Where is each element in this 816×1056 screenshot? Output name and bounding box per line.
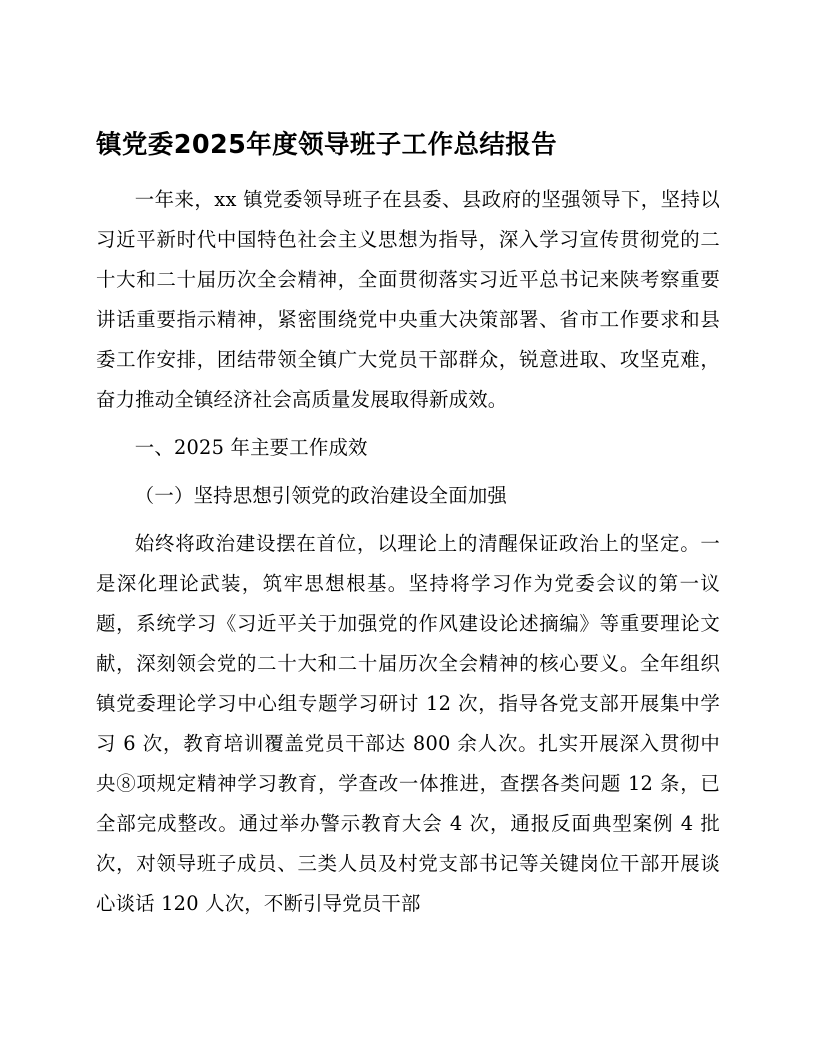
section-heading-2: （一）坚持思想引领党的政治建设全面加强 (134, 484, 508, 508)
page-title: 镇党委2025年度领导班子工作总结报告 (96, 130, 558, 160)
section-heading-1: 一、2025 年主要工作成效 (134, 436, 368, 460)
paragraph-body-1: 始终将政治建设摆在首位，以理论上的清醒保证政治上的坚定。一是深化理论武装，筑牢思想根基。坚持将学习作为党委会议的第一议题，系统学习《习近平关于加强党的作风建设论述摘编》等重要理论文献，深刻领会党的二十大和二十届历次全会精神的核心要义。全年组织镇党委理论学习中心组专题学习研讨 12 次，指导各党支部开展集中学习 6 次，教育培训覆盖党员干部达 800 余人次。扎实开展深入贯彻中央⑧项规定精神学习教育，学查改一体推进，查摆各类问题 12 条，已全部完成整改。通过举办警示教育大会 4 次，通报反面典型案例 4 批次，对领导班子成员、三类人员及村党支部书记等关键岗位干部开展谈心谈话 120 人次，不断引导党员干部 (96, 532, 720, 916)
paragraph-intro: 一年来，xx 镇党委领导班子在县委、县政府的坚强领导下，坚持以习近平新时代中国特色社会主义思想为指导，深入学习宣传贯彻党的二十大和二十届历次全会精神，全面贯彻落实习近平总书记来陕考察重要讲话重要指示精神，紧密围绕党中央重大决策部署、省市工作要求和县委工作安排，团结带领全镇广大党员干部群众，锐意进取、攻坚克难，奋力推动全镇经济社会高质量发展取得新成效。 (96, 188, 720, 412)
